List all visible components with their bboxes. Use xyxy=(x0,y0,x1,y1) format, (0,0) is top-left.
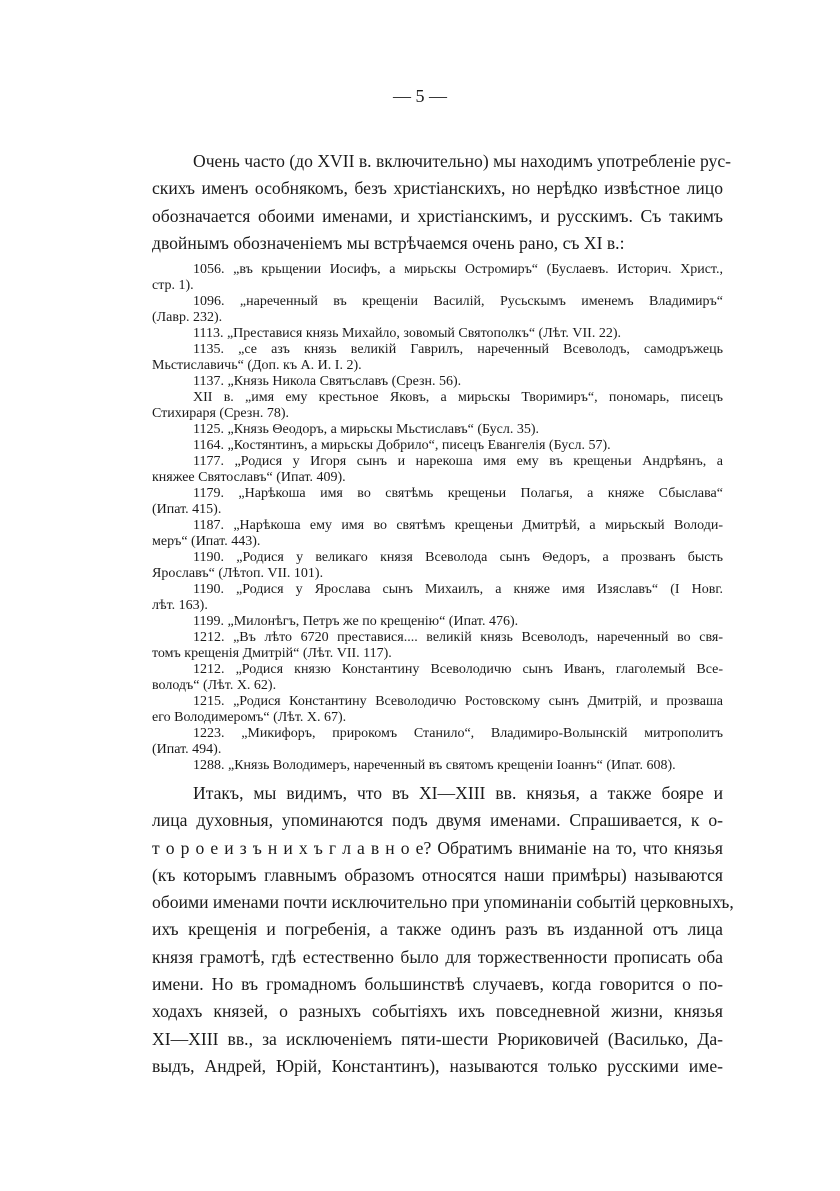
quotation-line: его Володимеромъ“ (Лѣт. X. 67). xyxy=(152,710,347,725)
text-line: ходахъ князей, о разныхъ событіяхъ ихъ повседневной жизни, князья xyxy=(152,1001,723,1022)
quotation-entry xyxy=(152,390,723,422)
quotation-entry xyxy=(152,694,723,726)
quotation-entry xyxy=(152,342,723,374)
quotation-entry xyxy=(152,614,723,630)
text-line: Итакъ, мы видимъ, что въ XI—XIII вв. князья, а также бояре и xyxy=(193,783,723,803)
quotation-entry xyxy=(152,454,723,486)
quotation-line: 1288. „Князь Володимеръ, нареченный въ святомъ крещеніи Іоаннъ“ (Ипат. 608). xyxy=(193,758,676,773)
paragraph-conclusion xyxy=(152,780,734,1080)
quotation-line: Мьстиславичь“ (Доп. къ А. И. I. 2). xyxy=(152,358,362,373)
page-number: — 5 — xyxy=(393,86,447,106)
quotation-line: володъ“ (Лѣт. X. 62). xyxy=(152,678,277,693)
quotation-line: 1223. „Микифоръ, прирокомъ Станило“, Владимиро-Волынскій митрополитъ xyxy=(193,726,723,741)
quotation-line: 1212. „Родися князю Константину Всеволодичю сынъ Иванъ, глаголемый Все- xyxy=(193,662,723,677)
paragraph-intro xyxy=(152,148,732,257)
quotation-line: Стихираря (Срезн. 78). xyxy=(152,406,289,421)
quotation-entry xyxy=(152,422,723,438)
quotation-entry xyxy=(152,326,723,342)
quotation-line: томъ крещенія Дмитрій“ (Лѣт. VII. 117). xyxy=(152,646,392,661)
quotation-line: 1212. „Въ лѣто 6720 преставися.... великій князь Всеволодъ, нареченный во свя- xyxy=(193,630,723,645)
text-line: имени. Но въ громадномъ большинствѣ случаевъ, когда говорится о по- xyxy=(152,974,723,995)
text-line: обозначается обоими именами, и христіанскимъ, и русскимъ. Съ такимъ xyxy=(152,205,723,226)
quotation-entry xyxy=(152,486,723,518)
quotation-list xyxy=(152,262,723,774)
quotation-line: 1177. „Родися у Игоря сынъ и нарекоша имя ему въ крещеньи Андрѣянъ, а xyxy=(193,454,723,469)
quotation-line: княжее Святославъ“ (Ипат. 409). xyxy=(152,470,346,485)
quotation-entry xyxy=(152,262,723,294)
text-line: (къ которымъ главнымъ образомъ относятся наши примѣры) называются xyxy=(152,864,723,885)
text-line: скихъ именъ особнякомъ, безъ христіанскихъ, но нерѣдко извѣстное лицо xyxy=(152,178,723,199)
quotation-line: XII в. „имя ему крестьное Яковъ, а мирьскы Творимиръ“, пономарь, писецъ xyxy=(193,390,723,405)
text-line: лица духовныя, упоминаются подъ двумя именами. Спрашивается, к о- xyxy=(152,810,723,831)
quotation-entry xyxy=(152,582,723,614)
quotation-line: 1215. „Родися Константину Всеволодичю Ростовскому сынъ Дмитрій, и прозваша xyxy=(193,694,723,709)
quotation-entry xyxy=(152,374,723,390)
quotation-line: 1137. „Князь Никола Святъславъ (Срезн. 56). xyxy=(193,374,462,389)
quotation-line: 1190. „Родися у великаго князя Всеволода сынъ Θедоръ, а прозванъ бысть xyxy=(193,550,723,565)
text-line: выдъ, Андрей, Юрій, Константинъ), называются только русскими име- xyxy=(152,1055,723,1076)
quotation-line: 1190. „Родися у Ярослава сынъ Михаилъ, а княже имя Изяславъ“ (I Новг. xyxy=(193,582,723,597)
text-line: ихъ крещенія и погребенія, а также одинъ разъ въ изданной отъ лица xyxy=(152,919,723,940)
quotation-line: (Лавр. 232). xyxy=(152,310,223,325)
quotation-line: 1187. „Нарѣкоша ему имя во святѣмъ крещеньи Дмитрѣй, а мирьскый Володи- xyxy=(193,518,723,533)
quotation-line: меръ“ (Ипат. 443). xyxy=(152,534,261,549)
quotation-line: 1096. „нареченный въ крещеніи Василій, Русьскымъ именемъ Владимиръ“ xyxy=(193,294,723,309)
text-line: Очень часто (до XVII в. включительно) мы находимъ употребленіе рус- xyxy=(193,151,732,171)
quotation-entry xyxy=(152,630,723,662)
text-line: двойнымъ обозначеніемъ мы встрѣчаемся очень рано, съ XI в.: xyxy=(152,232,625,253)
quotation-entry xyxy=(152,294,723,326)
quotation-line: 1056. „въ крьщении Иосифъ, а мирьскы Остромиръ“ (Буслаевъ. Историч. Христ., xyxy=(193,262,723,277)
quotation-line: 1199. „Милонѣгъ, Петръ же по крещенію“ (Ипат. 476). xyxy=(193,614,519,629)
quotation-entry xyxy=(152,518,723,550)
quotation-line: 1125. „Князь Θеодоръ, а мирьскы Мьстиславъ“ (Бусл. 35). xyxy=(193,422,540,437)
quotation-line: лѣт. 163). xyxy=(152,598,208,613)
quotation-line: Ярославъ“ (Лѣтоп. VII. 101). xyxy=(152,566,324,581)
quotation-entry xyxy=(152,662,723,694)
quotation-line: 1179. „Нарѣкоша имя во святѣмь крещеньи Полагья, а княже Сбыслава“ xyxy=(193,486,723,501)
quotation-line: стр. 1). xyxy=(152,278,194,293)
text-line: обоими именами почти исключительно при упоминаніи событій церковныхъ, xyxy=(152,892,734,913)
quotation-entry xyxy=(152,758,723,774)
quotation-entry xyxy=(152,438,723,454)
text-line: князя грамотѣ, гдѣ естественно было для торжественности прописать оба xyxy=(152,946,723,967)
text-line: XI—XIII вв., за исключеніемъ пяти-шести Рюриковичей (Василько, Да- xyxy=(152,1028,723,1049)
quotation-entry xyxy=(152,726,723,758)
quotation-line: 1135. „се азъ князь великій Гаврилъ, нареченный Всеволодъ, самодръжець xyxy=(193,342,723,357)
quotation-entry xyxy=(152,550,723,582)
quotation-line: 1113. „Преставися князь Михайло, зовомый Святополкъ“ (Лѣт. VII. 22). xyxy=(193,326,621,341)
quotation-line: 1164. „Костянтинъ, а мирьскы Добрило“, писецъ Евангелія (Бусл. 57). xyxy=(193,438,611,453)
quotation-line: (Ипат. 415). xyxy=(152,502,222,517)
quotation-line: (Ипат. 494). xyxy=(152,742,222,757)
text-line: т о р о е и з ъ н и х ъ г л а в н о е? Обратимъ вниманіе на то, что князья xyxy=(152,837,723,858)
